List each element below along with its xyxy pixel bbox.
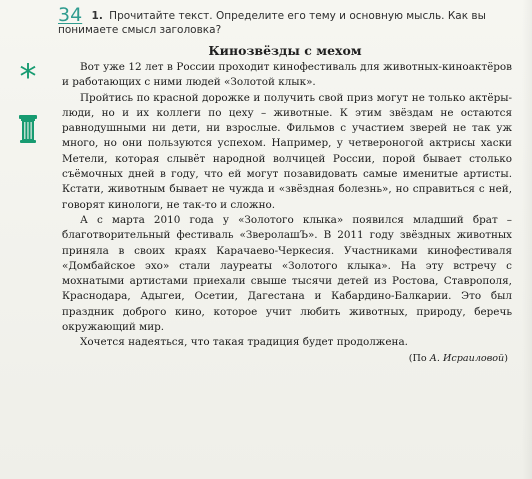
paragraph-4: Хочется надеяться, что такая традиция будет продолжена. [80, 336, 408, 349]
paragraph-1: Вот уже 12 лет в России проходит кинофестиваль для животных-киноактёров и работающих с ними людей «Золотой клык». [62, 61, 512, 89]
author-suffix: ) [504, 352, 508, 364]
exercise-number: 34 [58, 4, 83, 26]
article-content [62, 60, 512, 365]
task-number: 1. [91, 10, 103, 22]
author-credit [62, 352, 512, 365]
exercise-header [58, 4, 512, 37]
page-edge-shadow [522, 0, 532, 479]
star-icon: * [19, 57, 37, 97]
task-text: Прочитайте текст. Определите его тему и основную мысль. Как вы понимаете смысл заголовка? [58, 10, 486, 36]
paragraph-3: А с марта 2010 года у «Золотого клыка» появился младший брат – благотворительный фестиваль «ЗверолашЪ». В 2011 году звёздных животных приняла в своих краях Карачаево-Черкесия. Участниками кинофестиваля «Домбайское эхо» стали лауреаты «Золотого клыка». На эту встречу с мохнатыми артистами приехали свыше тысячи детей из Ростова, Ставрополя, Краснодара, Адыгеи, Осетии, Дагестана и Кабардино-Балкарии. Это был праздник доброго кино, которое учит любить животных, природу, беречь окружающий мир. [62, 213, 512, 334]
column-icon [7, 112, 49, 146]
article-title: Кинозвёзды с мехом [208, 43, 362, 58]
author-name: А. Исраиловой [429, 352, 505, 364]
paragraph-2: Пройтись по красной дорожке и получить свой приз могут не только актёры-люди, но и их коллеги по цеху – животные. К этим звёздам не остаются равнодушными ни дети, ни взрослые. Фильмов с участием зверей не так уж много, но они пользуются успехом. Например, у четвероногой актрисы хаски Метели, которая слывёт народной волчицей России, порой бывает столько съёмочных дней в году, что ей могут позавидовать самые именитые артисты. Кстати, животным бывает не чужда и «звёздная болезнь», но справиться с ней, говорят кинологи, не так-то и сложно. [62, 91, 512, 211]
author-prefix: (По [408, 352, 430, 364]
